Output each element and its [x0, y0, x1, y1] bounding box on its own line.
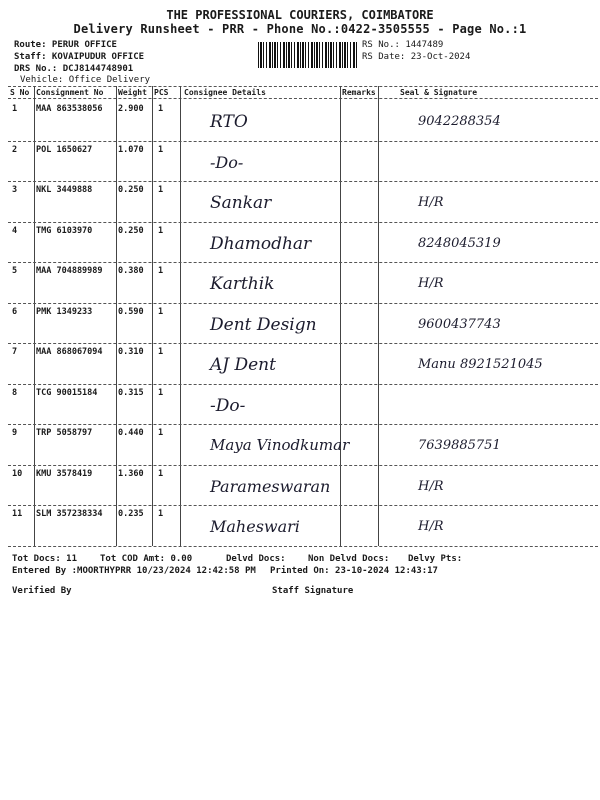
row-sno: 2 — [12, 144, 18, 155]
signature-note: H/R — [418, 519, 444, 534]
weight-value: 0.250 — [118, 225, 144, 236]
weight-value: 0.440 — [118, 428, 144, 438]
consignee-name: Sankar — [210, 193, 272, 213]
row-sno: 5 — [12, 266, 18, 276]
row-sno: 4 — [12, 225, 18, 236]
pcs-value: 1 — [158, 387, 164, 398]
table-row — [8, 505, 598, 546]
consignee-name: -Do- — [210, 152, 244, 172]
consignee-name: -Do- — [210, 395, 246, 416]
weight-value: 0.315 — [118, 387, 144, 398]
consignment-no: SLM 357238334 — [36, 509, 103, 519]
pcs-value: 1 — [158, 347, 164, 357]
row-sno: 8 — [12, 387, 18, 398]
rs-date: RS Date: 23-Oct-2024 — [362, 52, 471, 62]
table-row — [8, 262, 598, 303]
consignee-name: RTO — [210, 112, 248, 132]
table-row — [8, 384, 598, 425]
staff-label: Staff: KOVAIPUDUR OFFICE — [14, 52, 145, 62]
consignment-no: TRP 5058797 — [36, 428, 93, 438]
pcs-value: 1 — [158, 225, 164, 236]
pcs-value: 1 — [158, 468, 164, 479]
weight-value: 2.900 — [118, 104, 144, 114]
printed-on: Printed On: 23-10-2024 12:43:17 — [270, 566, 438, 576]
consignee-name: Dent Design — [210, 314, 317, 335]
pcs-value: 1 — [158, 306, 164, 317]
col-consignment: Consignment No — [36, 88, 104, 97]
consignee-name: Karthik — [210, 274, 275, 294]
consignee-name: Parameswaran — [210, 476, 331, 496]
table-row — [8, 181, 598, 222]
rs-number: RS No.: 1447489 — [362, 40, 444, 50]
verified-by: Verified By — [12, 586, 72, 596]
col-remarks: Remarks — [342, 88, 376, 97]
consignment-no: TMG 6103970 — [36, 225, 93, 236]
consignee-name: Maya Vinodkumar — [210, 436, 350, 454]
col-consignee: Consignee Details — [184, 88, 266, 97]
table-row — [8, 465, 598, 506]
staff-signature: Staff Signature — [272, 586, 354, 596]
row-sno: 11 — [12, 509, 23, 519]
weight-value: 1.070 — [118, 144, 144, 155]
consignment-no: MAA 863538056 — [36, 104, 103, 114]
tot-cod: Tot COD Amt: 0.00 — [100, 554, 193, 564]
row-sno: 7 — [12, 347, 18, 357]
pcs-value: 1 — [158, 266, 164, 276]
consignee-name: AJ Dent — [210, 355, 276, 375]
col-weight: Weight — [118, 88, 147, 97]
runsheet-subtitle: Delivery Runsheet - PRR - Phone No.:0422-3505555 - Page No.:1 — [73, 22, 527, 36]
weight-value: 0.310 — [118, 347, 144, 357]
entered-by: Entered By :MOORTHYPRR 10/23/2024 12:42:58 PM — [12, 566, 256, 576]
vehicle-label: Vehicle: Office Delivery — [20, 75, 151, 85]
signature-note: 9600437743 — [418, 316, 501, 332]
pcs-value: 1 — [158, 104, 164, 114]
row-sno: 3 — [12, 185, 18, 195]
col-sno: S No — [10, 88, 30, 97]
signature-note: H/R — [418, 276, 444, 291]
table-row — [8, 343, 598, 384]
table-row — [8, 141, 598, 182]
route-label: Route: PERUR OFFICE — [14, 40, 117, 50]
consignment-no: NKL 3449888 — [36, 185, 93, 195]
pcs-value: 1 — [158, 185, 164, 195]
barcode — [258, 42, 358, 68]
col-seal-signature: Seal & Signature — [400, 88, 478, 97]
drs-number: DRS No.: DCJ8144748901 — [14, 64, 134, 74]
signature-note: 7639885751 — [418, 438, 501, 453]
consignment-no: MAA 868067094 — [36, 347, 103, 357]
pcs-value: 1 — [158, 428, 164, 438]
non-delvd-docs: Non Delvd Docs: — [308, 554, 390, 564]
row-sno: 9 — [12, 428, 18, 438]
consignee-name: Dhamodhar — [210, 233, 312, 254]
consignment-no: KMU 3578419 — [36, 468, 93, 479]
weight-value: 0.590 — [118, 306, 144, 317]
consignment-no: PMK 1349233 — [36, 306, 93, 317]
table-row — [8, 424, 598, 465]
signature-note: 9042288354 — [418, 114, 501, 129]
pcs-value: 1 — [158, 144, 164, 155]
signature-note: Manu 8921521045 — [418, 357, 543, 372]
signature-note: H/R — [418, 195, 444, 210]
weight-value: 0.380 — [118, 266, 144, 276]
delvd-docs: Delvd Docs: — [226, 554, 286, 564]
weight-value: 1.360 — [118, 468, 144, 479]
delvy-pts: Delvy Pts: — [408, 554, 463, 564]
row-sno: 10 — [12, 468, 23, 479]
pcs-value: 1 — [158, 509, 164, 519]
consignment-no: POL 1650627 — [36, 144, 93, 155]
table-row — [8, 222, 598, 263]
consignment-no: MAA 704889989 — [36, 266, 103, 276]
row-sno: 1 — [12, 104, 18, 114]
weight-value: 0.235 — [118, 509, 144, 519]
signature-note: H/R — [418, 478, 444, 494]
col-pcs: PCS — [154, 88, 169, 97]
signature-note: 8248045319 — [418, 235, 501, 251]
company-title: THE PROFESSIONAL COURIERS, COIMBATORE — [166, 8, 434, 22]
consignee-name: Maheswari — [210, 517, 300, 536]
weight-value: 0.250 — [118, 185, 144, 195]
table-row — [8, 303, 598, 344]
tot-docs: Tot Docs: 11 — [12, 554, 78, 564]
table-row — [8, 100, 598, 141]
row-sno: 6 — [12, 306, 18, 317]
runsheet-table — [8, 86, 598, 546]
consignment-no: TCG 90015184 — [36, 387, 98, 398]
